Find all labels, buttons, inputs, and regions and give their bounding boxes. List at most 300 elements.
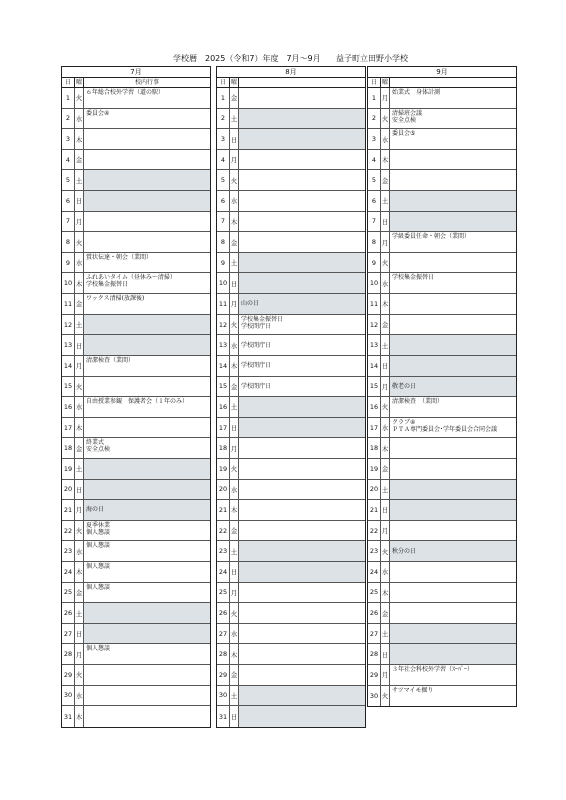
event-text: [84, 418, 210, 438]
day-row: [368, 377, 516, 398]
day-number: 10: [217, 273, 230, 293]
event-text: 学校閉庁日: [241, 382, 272, 390]
day-row: [62, 438, 210, 459]
month-header: 8月: [216, 66, 366, 77]
day-number: 17: [62, 418, 75, 438]
day-row: [217, 459, 365, 480]
day-row: [217, 273, 365, 294]
weekday: 火: [75, 232, 84, 252]
weekday: 金: [381, 603, 390, 623]
event-text: 個人懇談: [86, 645, 111, 653]
event-text: [239, 686, 365, 706]
event-text: [239, 583, 365, 603]
day-row: [368, 150, 516, 171]
weekday: 月: [230, 294, 239, 314]
day-row: [368, 665, 516, 686]
day-number: 26: [62, 603, 75, 623]
day-number: 29: [368, 665, 381, 685]
day-row: [62, 500, 210, 521]
day-number: 25: [62, 583, 75, 603]
weekday: 木: [381, 438, 390, 458]
day-number: 16: [217, 397, 230, 417]
event-text: [390, 212, 516, 232]
day-row: [62, 562, 210, 583]
day-number: 16: [62, 397, 75, 417]
day-row: [62, 273, 210, 294]
day-row: [368, 583, 516, 604]
event-text: [239, 150, 365, 170]
event-text: [239, 500, 365, 520]
day-row: [217, 686, 365, 707]
weekday: 日: [230, 706, 239, 727]
event-text: [390, 438, 516, 458]
day-row: [217, 562, 365, 583]
weekday: 水: [381, 562, 390, 582]
weekday: 日: [381, 500, 390, 520]
event-text: [390, 480, 516, 500]
event-text: [390, 562, 516, 582]
day-row: [217, 150, 365, 171]
weekday: 木: [75, 418, 84, 438]
event-text: [390, 644, 516, 664]
column-header-row: [216, 77, 366, 87]
event-text: 学級委員任命・朝会（業間）: [392, 233, 471, 241]
weekday: 日: [381, 644, 390, 664]
day-row: [217, 109, 365, 130]
day-number: 11: [217, 294, 230, 314]
weekday: 土: [381, 624, 390, 644]
weekday: 水: [75, 253, 84, 273]
day-row: [368, 212, 516, 233]
weekday: 日: [75, 480, 84, 500]
day-number: 24: [62, 562, 75, 582]
day-row: [217, 232, 365, 253]
day-number: 15: [62, 377, 75, 397]
day-row: [368, 418, 516, 439]
day-row: [62, 150, 210, 171]
day-number: 12: [368, 315, 381, 335]
day-number: 5: [368, 170, 381, 190]
day-number: 14: [368, 356, 381, 376]
weekday: 金: [230, 665, 239, 685]
day-number: 22: [217, 521, 230, 541]
weekday: 木: [75, 273, 84, 293]
weekday: 金: [75, 438, 84, 458]
day-number: 6: [217, 191, 230, 211]
weekday: 木: [75, 706, 84, 727]
day-row: [62, 624, 210, 645]
day-row: [217, 356, 365, 377]
day-row: [217, 583, 365, 604]
day-number: 9: [62, 253, 75, 273]
day-number: 8: [368, 232, 381, 252]
day-number: 1: [62, 88, 75, 108]
weekday: 月: [381, 377, 390, 397]
event-text: [390, 603, 516, 623]
day-row: [62, 315, 210, 336]
day-row: [62, 377, 210, 398]
column-header-row: [367, 77, 517, 87]
weekday: 日: [75, 191, 84, 211]
day-number: 26: [368, 603, 381, 623]
column-header-row: [61, 77, 211, 87]
weekday: 水: [230, 191, 239, 211]
day-row: [62, 521, 210, 542]
weekday: 火: [381, 397, 390, 417]
day-row: [217, 88, 365, 109]
weekday: 水: [75, 541, 84, 561]
day-number: 25: [368, 583, 381, 603]
weekday: 月: [381, 521, 390, 541]
month-table: [367, 66, 517, 707]
weekday: 土: [230, 541, 239, 561]
event-text: 自由授業参観 保護者会（１年のみ）: [86, 398, 189, 406]
weekday: 火: [75, 665, 84, 685]
event-text: [390, 521, 516, 541]
day-number: 3: [368, 129, 381, 149]
day-number: 11: [368, 294, 381, 314]
day-number: 29: [217, 665, 230, 685]
day-number: 28: [217, 644, 230, 664]
weekday: 木: [75, 129, 84, 149]
weekday: 月: [381, 88, 390, 108]
day-row: [62, 541, 210, 562]
day-number: 8: [62, 232, 75, 252]
event-text: [390, 294, 516, 314]
weekday: 月: [230, 583, 239, 603]
day-row: [368, 541, 516, 562]
weekday: 木: [230, 356, 239, 376]
weekday: 水: [230, 480, 239, 500]
day-number: 16: [368, 397, 381, 417]
day-number: 27: [62, 624, 75, 644]
weekday: 土: [230, 397, 239, 417]
event-text: ３年社会科校外学習（ｽｰﾊﾟｰ）: [392, 666, 474, 674]
events-column-header: [390, 78, 516, 87]
weekday: 月: [230, 438, 239, 458]
day-number: 4: [368, 150, 381, 170]
day-row: [217, 418, 365, 439]
event-text: ふれあいタイム（昼休み～清掃） 学校集金振替日: [86, 274, 176, 289]
event-text: [239, 232, 365, 252]
event-text: [239, 603, 365, 623]
day-number: 19: [217, 459, 230, 479]
event-text: ６年総合校外学習（道の駅）: [86, 89, 165, 96]
day-number: 27: [368, 624, 381, 644]
day-column-header: 日: [217, 78, 230, 87]
day-row: [62, 191, 210, 212]
weekday: 土: [381, 480, 390, 500]
event-text: [390, 191, 516, 211]
weekday: 土: [230, 253, 239, 273]
day-number: 4: [62, 150, 75, 170]
day-row: [62, 583, 210, 604]
weekday: 日: [381, 356, 390, 376]
day-row: [62, 109, 210, 130]
weekday: 金: [381, 459, 390, 479]
day-number: 1: [368, 88, 381, 108]
event-text: [239, 438, 365, 458]
event-text: [239, 397, 365, 417]
day-number: 18: [62, 438, 75, 458]
event-text: 清潔検査（業間）: [86, 356, 135, 364]
event-text: [239, 665, 365, 685]
events-column-header: [239, 78, 365, 87]
event-text: [239, 170, 365, 190]
event-text: [84, 603, 210, 623]
day-column-header: 日: [62, 78, 75, 87]
day-row: [217, 541, 365, 562]
weekday: 水: [381, 129, 390, 149]
weekday: 水: [75, 397, 84, 417]
day-row: [62, 170, 210, 191]
day-number: 9: [217, 253, 230, 273]
day-row: [368, 88, 516, 109]
day-row: [62, 480, 210, 501]
event-text: [84, 706, 210, 727]
day-number: 25: [217, 583, 230, 603]
day-row: [368, 521, 516, 542]
day-number: 6: [368, 191, 381, 211]
event-text: 学校集金振替日 学校閉庁日: [241, 315, 284, 330]
event-text: [390, 459, 516, 479]
event-text: ワックス清掃(放課後): [86, 295, 145, 303]
day-number: 14: [217, 356, 230, 376]
day-number: 31: [62, 706, 75, 727]
event-text: [239, 273, 365, 293]
weekday: 日: [230, 129, 239, 149]
day-row: [368, 686, 516, 707]
day-number: 10: [368, 273, 381, 293]
weekday: 土: [75, 603, 84, 623]
day-row: [62, 88, 210, 109]
weekday: 金: [75, 150, 84, 170]
event-text: 委員会④: [86, 109, 110, 117]
day-row: [217, 170, 365, 191]
day-number: 20: [62, 480, 75, 500]
event-text: [84, 335, 210, 355]
day-row: [217, 335, 365, 356]
weekday: 金: [230, 377, 239, 397]
weekday-column-header: 曜: [381, 79, 388, 86]
weekday: 土: [75, 170, 84, 190]
day-number: 21: [368, 500, 381, 520]
day-number: 23: [368, 541, 381, 561]
weekday: 火: [381, 541, 390, 561]
day-number: 30: [217, 686, 230, 706]
month-table: [216, 66, 366, 728]
day-row: [368, 315, 516, 336]
event-text: [84, 624, 210, 644]
day-number: 13: [62, 335, 75, 355]
event-text: [84, 459, 210, 479]
day-row: [62, 294, 210, 315]
weekday: 金: [230, 88, 239, 108]
day-number: 30: [368, 686, 381, 707]
weekday: 月: [75, 356, 84, 376]
day-row: [217, 377, 365, 398]
event-text: 始業式 身体計測: [392, 89, 441, 96]
event-text: 清潔検査 （業間）: [392, 398, 444, 406]
weekday: 金: [230, 521, 239, 541]
weekday: 月: [75, 212, 84, 232]
event-text: [84, 686, 210, 706]
day-number: 23: [62, 541, 75, 561]
day-row: [62, 129, 210, 150]
day-row: [368, 294, 516, 315]
weekday-column-header: 曜: [75, 79, 82, 86]
day-number: 14: [62, 356, 75, 376]
event-text: 山の日: [239, 294, 365, 314]
event-text: 敬老の日: [390, 377, 516, 397]
day-row: [368, 397, 516, 418]
day-row: [62, 706, 210, 727]
day-number: 15: [217, 377, 230, 397]
day-row: [368, 109, 516, 130]
day-number: 22: [368, 521, 381, 541]
event-text: [239, 129, 365, 149]
day-row: [62, 212, 210, 233]
day-row: [62, 665, 210, 686]
day-number: 11: [62, 294, 75, 314]
event-text: [239, 109, 365, 129]
event-text: [239, 624, 365, 644]
event-text: 個人懇談: [86, 542, 111, 550]
day-number: 31: [217, 706, 230, 727]
day-number: 23: [217, 541, 230, 561]
weekday: 水: [381, 273, 390, 293]
events-column-header: 校内行事: [134, 79, 159, 86]
day-row: [62, 253, 210, 274]
day-row: [62, 686, 210, 707]
day-number: 18: [368, 438, 381, 458]
event-text: 夏季休業 個人懇談: [86, 521, 111, 536]
day-number: 20: [368, 480, 381, 500]
weekday: 火: [230, 459, 239, 479]
day-number: 19: [368, 459, 381, 479]
day-number: 22: [62, 521, 75, 541]
day-row: [368, 562, 516, 583]
day-number: 7: [62, 212, 75, 232]
event-text: [390, 624, 516, 644]
day-row: [368, 459, 516, 480]
weekday: 月: [381, 232, 390, 252]
event-text: [239, 459, 365, 479]
day-number: 5: [62, 170, 75, 190]
day-row: [62, 644, 210, 665]
day-number: 24: [217, 562, 230, 582]
weekday: 日: [230, 562, 239, 582]
month-header: 7月: [61, 66, 211, 77]
day-number: 17: [217, 418, 230, 438]
event-text: [84, 191, 210, 211]
day-number: 9: [368, 253, 381, 273]
weekday: 日: [230, 273, 239, 293]
weekday: 火: [230, 315, 239, 335]
day-row: [368, 191, 516, 212]
day-number: 5: [217, 170, 230, 190]
event-text: [239, 644, 365, 664]
event-text: [239, 521, 365, 541]
day-number: 8: [217, 232, 230, 252]
day-row: [62, 232, 210, 253]
day-number: 29: [62, 665, 75, 685]
day-number: 18: [217, 438, 230, 458]
weekday: 火: [230, 170, 239, 190]
month-header: 9月: [367, 66, 517, 77]
weekday: 日: [75, 335, 84, 355]
event-text: [84, 480, 210, 500]
weekday: 土: [381, 335, 390, 355]
day-row: [368, 335, 516, 356]
document-title: [0, 53, 566, 67]
day-row: [217, 294, 365, 315]
event-text: [84, 665, 210, 685]
day-number: 26: [217, 603, 230, 623]
weekday: 日: [230, 418, 239, 438]
event-text: [390, 150, 516, 170]
event-text: [84, 212, 210, 232]
day-row: [368, 603, 516, 624]
event-text: 清掃班会議 安全点検: [392, 109, 423, 124]
event-text: [239, 418, 365, 438]
day-number: 2: [62, 109, 75, 129]
day-number: 17: [368, 418, 381, 438]
day-number: 3: [217, 129, 230, 149]
day-row: [368, 356, 516, 377]
weekday: 水: [381, 418, 390, 438]
weekday: 日: [381, 212, 390, 232]
event-text: クラブ④ ＰＴＡ専門委員会･学年委員会合同会議: [392, 418, 498, 433]
event-text: [390, 500, 516, 520]
weekday: 金: [381, 170, 390, 190]
weekday: 日: [75, 624, 84, 644]
event-text: [239, 562, 365, 582]
event-text: 学校閉庁日: [241, 362, 272, 370]
day-number: 20: [217, 480, 230, 500]
day-row: [368, 644, 516, 665]
day-row: [368, 624, 516, 645]
weekday: 金: [381, 315, 390, 335]
weekday: 火: [75, 521, 84, 541]
day-row: [62, 397, 210, 418]
day-number: 7: [368, 212, 381, 232]
weekday: 火: [75, 88, 84, 108]
event-text: サツマイモ掘り: [392, 686, 434, 694]
weekday: 土: [75, 459, 84, 479]
weekday: 水: [75, 109, 84, 129]
event-text: [239, 480, 365, 500]
day-row: [368, 480, 516, 501]
event-text: [390, 170, 516, 190]
day-row: [368, 232, 516, 253]
day-number: 30: [62, 686, 75, 706]
event-text: 個人懇談: [86, 563, 111, 571]
day-row: [217, 706, 365, 727]
day-row: [217, 644, 365, 665]
event-text: [84, 377, 210, 397]
weekday: 木: [381, 150, 390, 170]
day-row: [217, 129, 365, 150]
event-text: [84, 150, 210, 170]
day-number: 2: [368, 109, 381, 129]
event-text: 学校集金振替日: [392, 274, 435, 282]
day-row: [368, 273, 516, 294]
event-text: 海の日: [84, 500, 210, 520]
weekday: 火: [75, 377, 84, 397]
weekday-column-header: 曜: [230, 79, 237, 86]
day-row: [217, 397, 365, 418]
